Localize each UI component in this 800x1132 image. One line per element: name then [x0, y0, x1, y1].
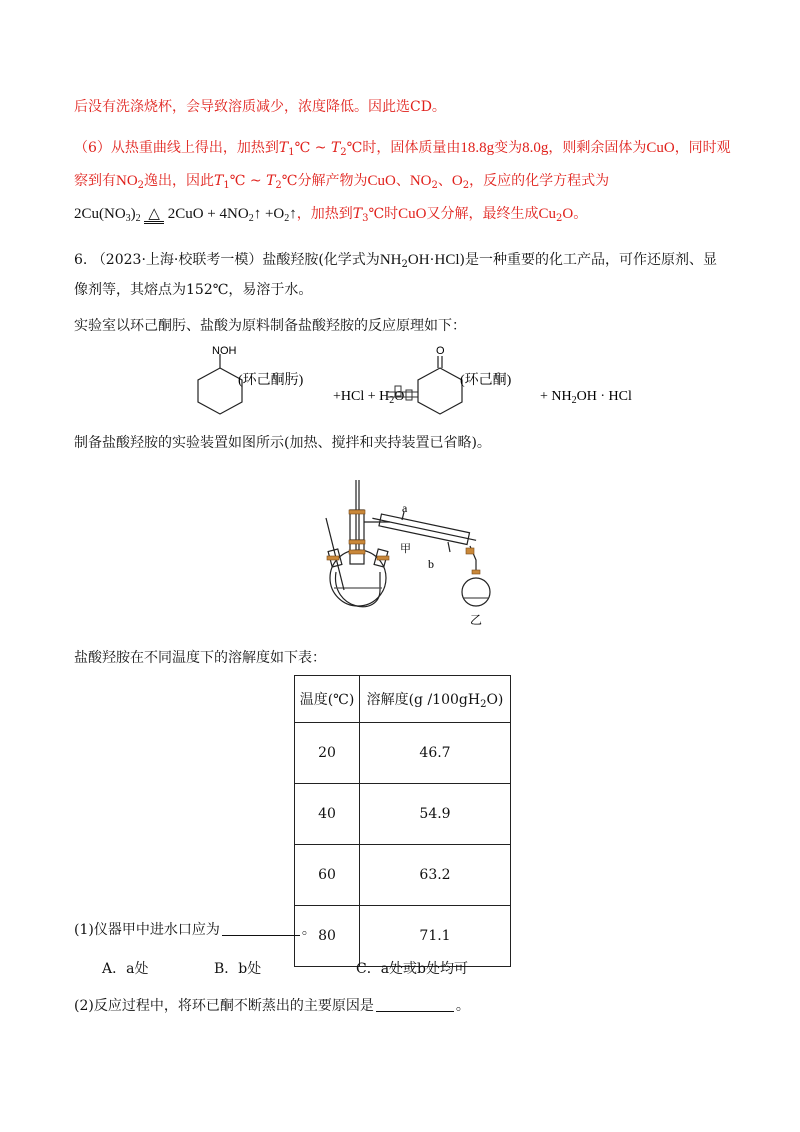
noh-label: NOH: [212, 345, 237, 357]
table-row: 60 63.2: [295, 845, 511, 906]
option-a[interactable]: A．a处: [102, 961, 149, 977]
table-row: 40 54.9: [295, 784, 511, 845]
question-source: （2023·上海·校联考一模）: [91, 252, 263, 268]
apparatus-intro: 制备盐酸羟胺的实验装置如图所示(加热、搅拌和夹持装置已省略)。: [74, 435, 491, 451]
reaction-scheme: [0, 340, 800, 430]
header-temperature: 温度(℃): [295, 676, 360, 723]
product-text: + $NH_2OH$ · HCl: [540, 389, 632, 406]
table-row: 80 71.1: [295, 906, 511, 967]
oxime-label: (环己酮肟): [238, 373, 304, 388]
table-row: 20 46.7: [295, 723, 511, 784]
question-1: (1)仪器甲中进水口应为 。: [74, 922, 316, 938]
label-jia: 甲: [400, 542, 411, 555]
answer-line-1: 后没有洗涤烧杯，会导致溶质减少，浓度降低。因此选CD。: [74, 99, 446, 115]
reaction-principle-text: 实验室以环己酮肟、盐酸为原料制备盐酸羟胺的反应原理如下：: [74, 318, 466, 334]
answer-blank-1[interactable]: [222, 921, 300, 936]
receiving-flask: [462, 578, 490, 606]
cyclohexanone-structure: [418, 356, 462, 414]
option-b[interactable]: B．b处: [214, 961, 262, 977]
condenser: [371, 512, 477, 546]
label-yi: 乙: [470, 613, 483, 627]
chemical-equation: $2Cu(NO_3)_2$ △ $2CuO + 4NO_2↑$ $+O_2↑$: [74, 206, 297, 224]
option-c[interactable]: C．a处或b处均可: [356, 961, 469, 977]
answer-line-3: 察到有$NO_2$逸出，因此$T_1℃$ ~ $T_2℃$分解产物为CuO、$NO_2$、$O_2$，反应的化学方程式为: [74, 173, 610, 191]
solubility-table: [294, 675, 511, 967]
apparatus-diagram: [0, 460, 800, 630]
table-header-row: [295, 676, 511, 723]
question-number: 6.: [74, 252, 88, 268]
table-intro: 盐酸羟胺在不同温度下的溶解度如下表：: [74, 650, 326, 666]
question-6-line-1: 6. （2023·上海·校联考一模）盐酸羟胺(化学式为$NH_2OH\cdot HCl$)是一种重要的化工产品，可作还原剂、显: [74, 252, 717, 270]
answer-equation-line: $2Cu(NO_3)_2$ △ $2CuO + 4NO_2↑$ $+O_2↑$，加热到$T_3℃$时CuO又分解，最终生成$Cu_2O$。: [74, 206, 588, 224]
carbonyl-o-label: O: [436, 345, 445, 357]
ketone-label: (环己酮): [460, 373, 512, 388]
answer-blank-2[interactable]: [376, 997, 454, 1012]
reactant-text: $+HCl + H_2O$: [333, 389, 405, 406]
label-a: a: [402, 501, 408, 515]
header-solubility: 溶解度(g $/100gH_2O$): [360, 676, 511, 723]
cyclohexanone-oxime-structure: [198, 354, 242, 414]
question-6-line-2: 像剂等，其熔点为152℃，易溶于水。: [74, 282, 313, 298]
question-2: (2)反应过程中，将环已酮不断蒸出的主要原因是 。: [74, 998, 470, 1014]
label-b: b: [428, 557, 434, 571]
answer-line-2: （6）从热重曲线上得出，加热到$T_1℃$ ~ $T_2℃$时，固体质量由18.8g变为8.0g，则剩余固体为CuO，同时观: [74, 140, 731, 158]
